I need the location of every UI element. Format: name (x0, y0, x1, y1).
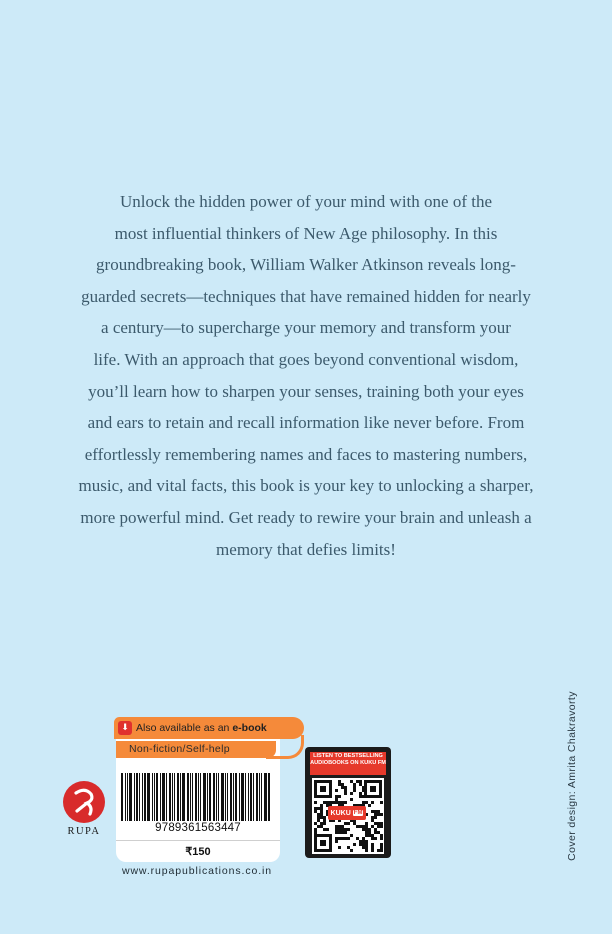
qr-module (326, 801, 329, 804)
qr-module (374, 822, 377, 825)
barcode-bar (261, 773, 262, 821)
blurb-line: most influential thinkers of New Age philosophy. In this (114, 223, 498, 243)
barcode-bar (248, 773, 249, 821)
qr-module (347, 828, 350, 831)
qr-module (341, 837, 344, 840)
barcode-bar (209, 773, 211, 821)
qr-module (335, 798, 338, 801)
qr-module (317, 807, 320, 810)
qr-module (320, 825, 323, 828)
blurb-line: Unlock the hidden power of your mind with one of the (119, 192, 493, 211)
barcode-bar (154, 773, 155, 821)
qr-module (338, 801, 341, 804)
qr-module (377, 810, 380, 813)
barcode-bar (213, 773, 215, 821)
qr-module (320, 813, 323, 816)
barcode-bar (200, 773, 201, 821)
barcode-bar (203, 773, 206, 821)
qr-module (359, 795, 362, 798)
qr-module (335, 801, 338, 804)
qr-module (362, 843, 365, 846)
barcode-bar (144, 773, 146, 821)
qr-module (371, 837, 374, 840)
qr-module (317, 819, 320, 822)
qr-module (365, 831, 368, 834)
ebook-prefix: Also available as an (136, 722, 233, 734)
qr-module (362, 837, 365, 840)
isbn-number: 9789361563447 (155, 822, 241, 834)
qr-module (341, 825, 344, 828)
isbn-barcode (121, 773, 273, 821)
barcode-bar (177, 773, 179, 821)
qr-module (377, 831, 380, 834)
kuku-label: KUKU (330, 809, 351, 817)
qr-module (344, 801, 347, 804)
qr-module (371, 801, 374, 804)
qr-module (329, 801, 332, 804)
qr-module (317, 813, 320, 816)
barcode-bar (218, 773, 219, 821)
price-divider (116, 840, 280, 841)
qr-module (335, 831, 338, 834)
qr-module (353, 789, 356, 792)
barcode-bar (180, 773, 181, 821)
qr-module (368, 828, 371, 831)
qr-module (350, 834, 353, 837)
rupa-logo (63, 781, 105, 823)
qr-module (380, 801, 383, 804)
barcode-bar (221, 773, 224, 821)
download-icon: ⬇ (118, 721, 132, 735)
qr-module (314, 822, 317, 825)
barcode-bar (142, 773, 143, 821)
barcode-bar (125, 773, 126, 821)
barcode-bar (147, 773, 150, 821)
qr-module (320, 840, 326, 846)
qr-module (362, 828, 365, 831)
qr-module (362, 840, 365, 843)
barcode-bar (156, 773, 158, 821)
qr-module (353, 822, 356, 825)
genre-label: Non-fiction/Self-help (116, 741, 276, 758)
qr-module (320, 807, 323, 810)
qr-module (314, 801, 317, 804)
qr-module (368, 804, 371, 807)
qr-module (344, 786, 347, 789)
qr-module (377, 849, 380, 852)
qr-module (335, 828, 338, 831)
qr-module (368, 834, 371, 837)
qr-module (371, 849, 374, 852)
barcode-bar (160, 773, 161, 821)
qr-module (359, 783, 362, 786)
barcode-bar (253, 773, 254, 821)
qr-module (362, 825, 365, 828)
qr-module (356, 825, 359, 828)
qr-module (380, 813, 383, 816)
qr-module (362, 795, 365, 798)
qr-module (314, 807, 317, 810)
barcode-bar (198, 773, 199, 821)
qr-module (320, 822, 323, 825)
blurb-line: memory that defies limits! (216, 539, 396, 559)
qr-module (380, 846, 383, 849)
qr-module (347, 822, 350, 825)
blurb-line: you’ll learn how to sharpen your senses, training both your eyes (88, 381, 524, 401)
barcode-bar (207, 773, 208, 821)
qr-module (344, 828, 347, 831)
qr-module (338, 780, 341, 783)
qr-module (362, 786, 365, 789)
qr-module (341, 783, 344, 786)
qr-module (365, 801, 368, 804)
qr-module (338, 828, 341, 831)
qr-module (377, 813, 380, 816)
barcode-bar (129, 773, 132, 821)
barcode-bar (162, 773, 165, 821)
barcode-bar (195, 773, 197, 821)
barcode-bar (166, 773, 167, 821)
qr-module (323, 801, 326, 804)
qr-module (344, 831, 347, 834)
barcode-bar (182, 773, 185, 821)
price-label: ₹150 (185, 846, 211, 858)
barcode-bar (192, 773, 193, 821)
barcode-bar (235, 773, 237, 821)
qr-module (380, 822, 383, 825)
barcode-bar (259, 773, 260, 821)
qr-module (338, 846, 341, 849)
qr-module (374, 831, 377, 834)
qr-module (356, 780, 359, 783)
publisher-url: www.rupapublications.co.in (121, 865, 273, 877)
qr-module (338, 837, 341, 840)
qr-module (371, 816, 374, 819)
barcode-bar (250, 773, 252, 821)
qr-module (365, 840, 368, 843)
qr-module (371, 843, 374, 846)
qr-module (371, 834, 374, 837)
qr-module (320, 810, 323, 813)
barcode-bar (225, 773, 226, 821)
qr-module (323, 819, 326, 822)
qr-module (365, 849, 368, 852)
qr-module (359, 780, 362, 783)
qr-module (344, 792, 347, 795)
qr-module (317, 825, 320, 828)
qr-module (341, 801, 344, 804)
qr-module (341, 828, 344, 831)
barcode-bar (190, 773, 191, 821)
qr-module (323, 828, 326, 831)
qr-module (341, 831, 344, 834)
barcode-bar (233, 773, 234, 821)
qr-module (353, 843, 356, 846)
qr-module (359, 825, 362, 828)
ebook-label: e-book (232, 722, 267, 734)
barcode-bar (152, 773, 153, 821)
blurb-line: more powerful mind. Get ready to rewire your brain and unleash a (80, 507, 532, 527)
qr-module (377, 825, 380, 828)
qr-module (371, 825, 374, 828)
barcode-bar (227, 773, 228, 821)
barcode-bar (187, 773, 189, 821)
qr-module (338, 795, 341, 798)
barcode-bar (134, 773, 135, 821)
barcode-bar (245, 773, 246, 821)
barcode-bar (169, 773, 171, 821)
rupa-logo-mark-icon (63, 781, 105, 823)
qr-module (374, 828, 377, 831)
qr-module (320, 786, 326, 792)
qr-module (362, 846, 365, 849)
qr-module (380, 843, 383, 846)
qr-module (320, 804, 323, 807)
qr-module (332, 801, 335, 804)
back-cover-blurb (54, 186, 558, 565)
qr-module (365, 825, 368, 828)
qr-module (317, 816, 320, 819)
qr-module (371, 810, 374, 813)
qr-module (377, 822, 380, 825)
fm-label: FM (353, 810, 363, 816)
qr-module (362, 789, 365, 792)
barcode-bar (174, 773, 175, 821)
barcode-bar (121, 773, 123, 821)
qr-module (350, 780, 353, 783)
qr-module (353, 786, 356, 789)
qr-module (347, 837, 350, 840)
qr-module (323, 822, 326, 825)
barcode-bar (239, 773, 240, 821)
qr-module (374, 813, 377, 816)
qr-module (365, 834, 368, 837)
qr-module (380, 834, 383, 837)
qr-module (368, 831, 371, 834)
qr-module (326, 828, 329, 831)
barcode-bar (230, 773, 232, 821)
blurb-line: effortlessly remembering names and faces to mastering numbers, (84, 444, 528, 464)
barcode-bar (127, 773, 128, 821)
qr-module (338, 783, 341, 786)
qr-module (335, 825, 338, 828)
qr-module (359, 792, 362, 795)
qr-module (365, 822, 368, 825)
barcode-bar (216, 773, 217, 821)
qr-module (338, 825, 341, 828)
blurb-line: life. With an approach that goes beyond conventional wisdom, (93, 349, 519, 369)
qr-module (323, 816, 326, 819)
qr-module (353, 783, 356, 786)
qr-module (335, 795, 338, 798)
qr-module (347, 846, 350, 849)
qr-module (380, 837, 383, 840)
barcode-bar (268, 773, 270, 821)
qr-module (374, 837, 377, 840)
qr-module (344, 822, 347, 825)
qr-module (338, 831, 341, 834)
audiobook-banner: LISTEN TO BESTSELLING AUDIOBOOKS ON KUKU FM (310, 752, 386, 775)
qr-module (350, 792, 353, 795)
qr-module (341, 786, 344, 789)
qr-module (356, 837, 359, 840)
qr-module (335, 840, 338, 843)
qr-module (335, 789, 338, 792)
qr-module (320, 816, 323, 819)
blurb-line: and ears to retain and recall information like never before. From (87, 413, 525, 433)
barcode-bar (256, 773, 258, 821)
qr-module (314, 828, 317, 831)
qr-module (362, 801, 365, 804)
qr-module (374, 816, 377, 819)
qr-module (314, 831, 317, 834)
qr-module (380, 849, 383, 852)
qr-module (344, 789, 347, 792)
publisher-name: RUPA (67, 826, 101, 837)
qr-module (365, 843, 368, 846)
barcode-bar (264, 773, 267, 821)
qr-module (314, 810, 317, 813)
qr-module (371, 819, 374, 822)
barcode-bar (139, 773, 140, 821)
barcode-bar (136, 773, 138, 821)
qr-module (374, 810, 377, 813)
qr-module (359, 840, 362, 843)
qr-module (370, 786, 376, 792)
blurb-line: a century—to supercharge your memory and transform your (101, 318, 511, 338)
qr-module (350, 798, 353, 801)
cover-design-credit: Cover design: Amrita Chakravorty (566, 691, 578, 861)
qr-module (365, 828, 368, 831)
blurb-line: groundbreaking book, William Walker Atkinson reveals long- (96, 255, 516, 275)
qr-module (359, 843, 362, 846)
qr-module (371, 846, 374, 849)
blurb-line: guarded secrets—techniques that have remained hidden for nearly (81, 286, 531, 306)
qr-module (350, 849, 353, 852)
barcode-bar (241, 773, 244, 821)
qr-module (365, 846, 368, 849)
qr-module (335, 837, 338, 840)
barcode-bar (172, 773, 173, 821)
qr-module (380, 825, 383, 828)
qr-module (344, 837, 347, 840)
blurb-line: music, and vital facts, this book is your key to unlocking a sharper, (78, 476, 534, 496)
kuku-fm-badge (328, 806, 366, 820)
